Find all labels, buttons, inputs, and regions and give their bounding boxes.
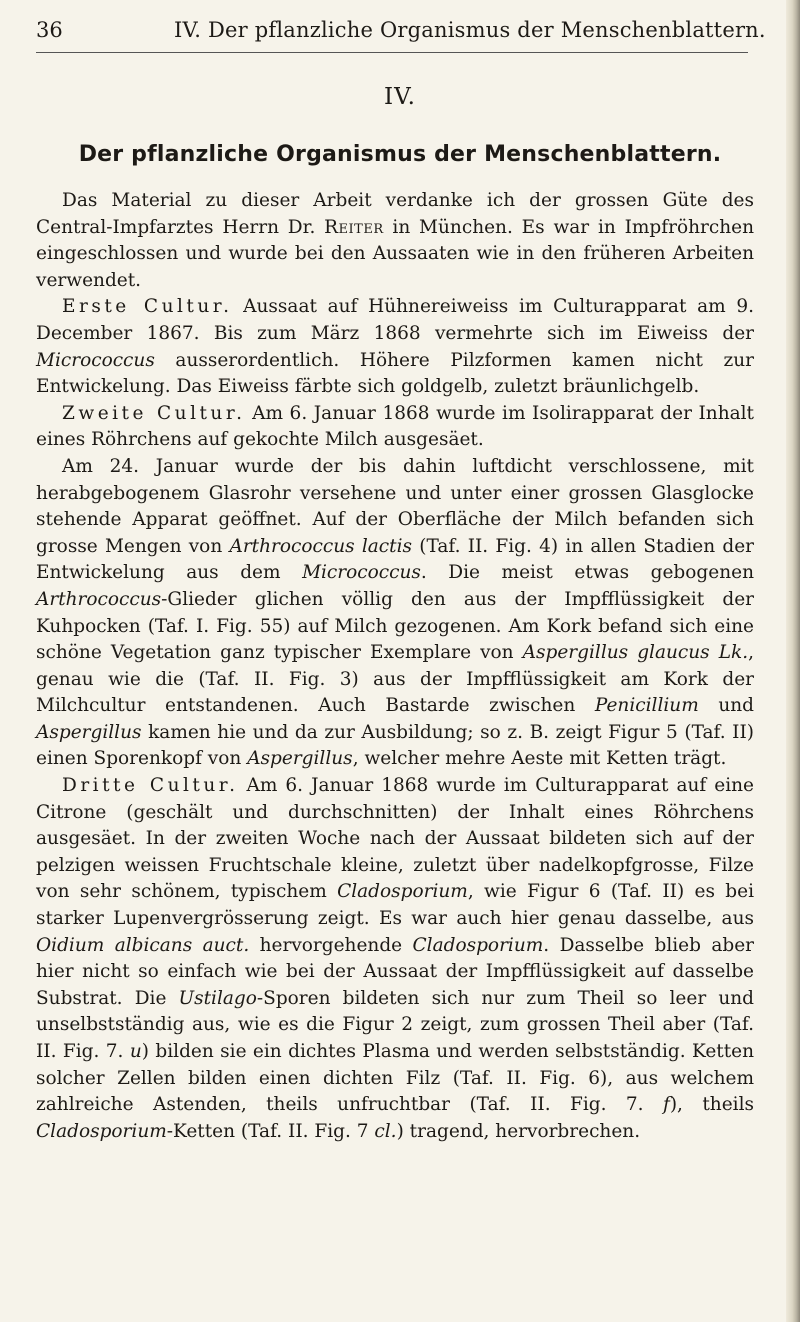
taxon-name: Cladosporium: [36, 1120, 167, 1142]
chapter-number: IV.: [384, 84, 416, 110]
text-run: und: [698, 695, 755, 717]
text-run: -Glieder glichen völlig den aus der Impfflüssigkeit der Kuhpocken (Taf. I. Fig. 55) auf Milch gezogenen. Am Kork befand sich eine schöne Vegetation ganz typischer Exemplare von: [36, 588, 754, 664]
taxon-name: Arthrococcus: [36, 588, 162, 610]
text-run: -Ketten (Taf. II. Fig. 7: [166, 1120, 375, 1142]
figure-ref: u: [129, 1041, 142, 1062]
taxon-name: Aspergillus: [36, 721, 142, 743]
paragraph-4: [36, 454, 754, 773]
person-name: Reiter: [324, 216, 384, 238]
taxon-name: Aspergillus glaucus Lk.: [522, 642, 749, 664]
text-run: . Die meist etwas gebogenen: [420, 562, 754, 584]
figure-ref: cl.: [374, 1120, 397, 1142]
text-run: ) bilden sie ein dichtes Plasma und werden selbstständig. Ketten solcher Zellen bilden einen dichten Filz (Taf. II. Fig. 6), aus welchem zahlreiche Astenden, theils unfruchtbar (Taf. II. Fig. 7.: [36, 1041, 755, 1116]
text-run: , welcher mehre Aeste mit Ketten trägt.: [352, 748, 727, 770]
text-run: -Sporen bildeten sich nur zum Theil so leer und unselbstständig aus, wie es die Figur 2 zeigt, zum grossen Theil aber (Taf. II. Fig. 7.: [36, 987, 754, 1062]
text-run: , wie Figur 6 (Taf. II) es bei starker Lupenvergrösserung zeigt. Es war auch hier genau dasselbe, aus: [36, 881, 754, 930]
paragraph-5: [36, 773, 754, 1145]
taxon-name: Oidium albicans auct.: [36, 934, 250, 956]
taxon-name: Arthrococcus lactis: [229, 535, 413, 557]
running-title: IV. Der pflanzliche Organismus der Menschenblattern.: [174, 18, 766, 42]
paragraph-3: [36, 401, 754, 454]
text-run: Das Material zu dieser Arbeit verdanke ich der grossen Güte des Central-Impfarztes Herrn Dr.: [36, 190, 754, 238]
chapter-title: Der pflanzliche Organismus der Menschenblattern.: [78, 142, 722, 167]
page-edge-shadow: [786, 0, 800, 1322]
text-run: , genau wie die (Taf. II. Fig. 3) aus der Impfflüssigkeit am Kork der Milchcultur entstandenen. Auch Bastarde zwischen: [36, 642, 755, 717]
paragraph-1: [36, 188, 754, 294]
taxon-name: Penicillium: [594, 695, 699, 717]
paragraph-2: [36, 294, 754, 400]
section-label: Erste Cultur.: [62, 296, 233, 318]
text-run: hervorgehende: [249, 934, 413, 956]
text-run: (Taf. II. Fig. 4) in allen Stadien der Entwickelung aus dem: [36, 535, 754, 584]
taxon-name: Ustilago: [178, 987, 257, 1009]
taxon-name: Cladosporium: [337, 881, 468, 903]
text-run: Am 6. Januar 1868 wurde im Culturapparat auf eine Citrone (geschält und durchschnitten) der Inhalt eines Röhrchens ausgesäet. In der zweiten Woche nach der Aussaat bildeten sich auf der pelzigen weissen Fruchtschale kleine, zuletzt über nadelkopfgrosse, Filze von sehr schönem, typischem: [36, 775, 754, 903]
section-label: Dritte Cultur.: [62, 775, 239, 797]
text-run: Aussaat auf Hühnereiweiss im Culturapparat am 9. December 1867. Bis zum März 1868 vermehrte sich im Eiweiss der: [36, 296, 754, 344]
text-run: ), theils: [669, 1094, 754, 1116]
taxon-name: Micrococcus: [302, 562, 421, 584]
text-run: ausserordentlich. Höhere Pilzformen kamen nicht zur Entwickelung. Das Eiweiss färbte sich goldgelb, zuletzt bräunlichgelb.: [36, 349, 754, 398]
taxon-name: Cladosporium: [412, 934, 544, 956]
section-label: Zweite Cultur.: [62, 402, 246, 424]
header-rule: [36, 52, 748, 53]
text-run: Am 24. Januar wurde der bis dahin luftdicht verschlossene, mit herabgebogenem Glasrohr versehene und unter einer grossen Glasglocke stehende Apparat geöffnet. Auf der Oberfläche der Milch befanden sich grosse Mengen von: [36, 455, 754, 557]
text-run: kamen hie und da zur Ausbildung; so z. B. zeigt Figur 5 (Taf. II) einen Sporenkopf von: [36, 721, 754, 770]
text-run: ) tragend, hervorbrechen.: [396, 1120, 641, 1142]
taxon-name: Aspergillus: [247, 748, 353, 770]
figure-ref: f: [662, 1094, 670, 1116]
running-header: [36, 18, 770, 52]
taxon-name: Micrococcus: [36, 349, 155, 371]
page-number: 36: [36, 18, 63, 42]
text-run: . Dasselbe blieb aber hier nicht so einfach wie bei der Aussaat der Impfflüssigkeit auf dasselbe Substrat. Die: [36, 934, 754, 1009]
text-run: in München. Es war in Impfröhrchen eingeschlossen und wurde bei den Aussaaten wie in den früheren Arbeiten verwendet.: [36, 216, 754, 291]
text-run: Am 6. Januar 1868 wurde im Isolirapparat der Inhalt eines Röhrchens auf gekochte Milch ausgesäet.: [36, 402, 754, 451]
body-text: [36, 188, 754, 1145]
